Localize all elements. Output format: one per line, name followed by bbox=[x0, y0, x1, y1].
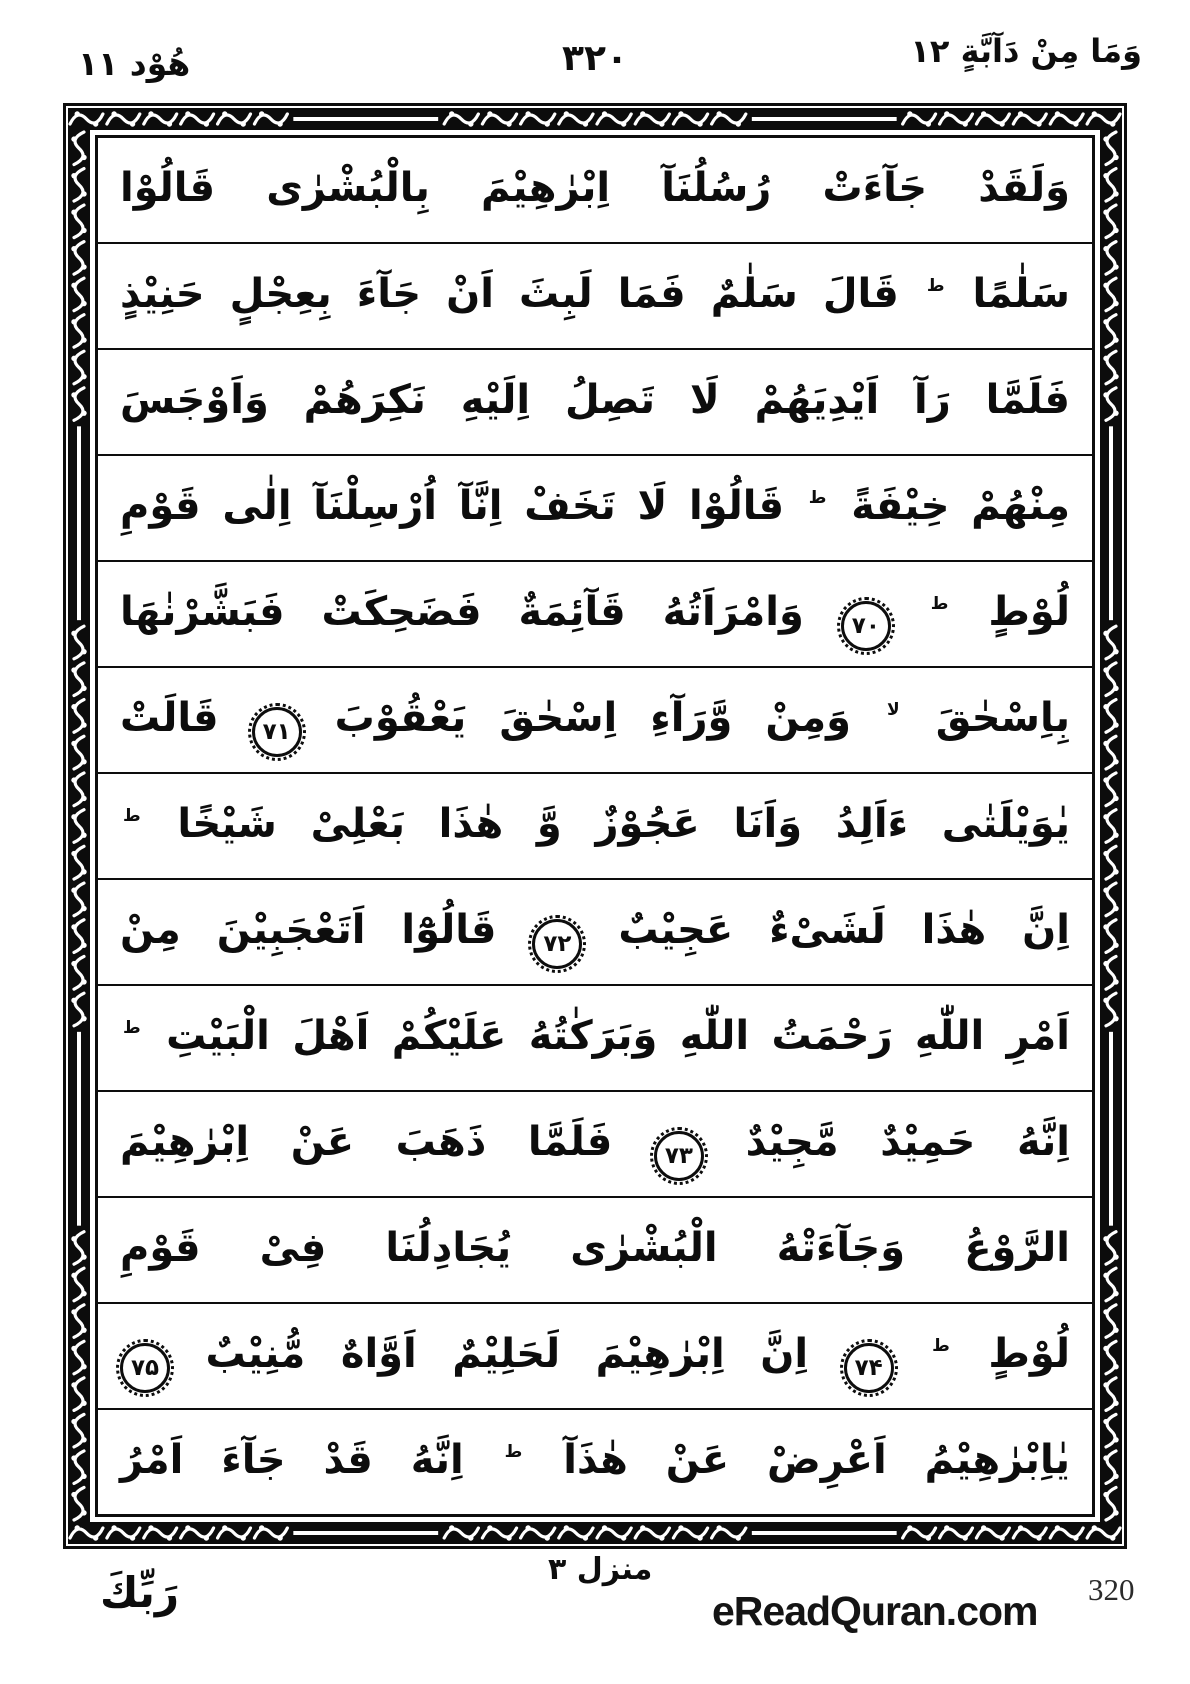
ayah-text: اِنَّ اِبْرٰهِيْمَ لَحَلِيْمٌ اَوَّاهٌ مُّنِيْبٌ bbox=[205, 1331, 809, 1377]
ayah-text: لُوْطٍ bbox=[988, 589, 1070, 635]
border-vine-ornament-bottom bbox=[68, 1522, 1122, 1544]
quran-line: اَمْرِ اللّٰهِ رَحْمَتُ اللّٰهِ وَبَرَكٰتُهُ عَلَيْكُمْ اَهْلَ الْبَيْتِ ط bbox=[98, 986, 1092, 1092]
juz-name-marker: وَمَا مِنْ دَآبَّةٍ ۱۲ bbox=[910, 32, 1142, 70]
ayah-text: وَمِنْ وَّرَآءِ اِسْحٰقَ يَعْقُوْبَ bbox=[334, 695, 851, 741]
ayah-text: بِاِسْحٰقَ bbox=[935, 695, 1070, 741]
ayah-text: فَلَمَّا رَآ اَيْدِيَهُمْ لَا تَصِلُ اِلَيْهِ نَكِرَهُمْ وَاَوْجَسَ bbox=[120, 377, 1070, 423]
verse-number-rosette: ۷۵ bbox=[120, 1343, 170, 1393]
quran-line: يٰاِبْرٰهِيْمُ اَعْرِضْ عَنْ هٰذَآ ط اِنَّهُ قَدْ جَآءَ اَمْرُ bbox=[120, 1437, 1070, 1483]
quran-line: سَلٰمًا ط قَالَ سَلٰمٌ فَمَا لَبِثَ اَنْ جَآءَ بِعِجْلٍ حَنِيْذٍ bbox=[98, 244, 1092, 350]
ayah-text: وَلَقَدْ جَآءَتْ رُسُلُنَآ اِبْرٰهِيْمَ بِالْبُشْرٰى قَالُوْا bbox=[120, 165, 1070, 211]
verse-number-rosette: ۷۰ bbox=[841, 601, 891, 651]
verse-number-rosette: ۷۱ bbox=[252, 707, 302, 757]
ayah-text: اَمْرِ اللّٰهِ رَحْمَتُ اللّٰهِ وَبَرَكٰتُهُ عَلَيْكُمْ اَهْلَ الْبَيْتِ bbox=[166, 1013, 1070, 1059]
border-band bbox=[68, 108, 1122, 1544]
quran-line bbox=[98, 880, 1092, 986]
page-number-arabic: ۳۲۰ bbox=[562, 38, 628, 79]
border-vine-ornament-right bbox=[1100, 130, 1122, 1522]
quran-line bbox=[98, 1092, 1092, 1198]
quran-line: مِنْهُمْ خِيْفَةً ط قَالُوْا لَا تَخَفْ اِنَّآ اُرْسِلْنَآ اِلٰى قَوْمِ bbox=[98, 456, 1092, 562]
ayah-text: قَالُوْا لَا تَخَفْ اِنَّآ اُرْسِلْنَآ اِلٰى قَوْمِ bbox=[120, 483, 785, 529]
verse-number-rosette: ۷۴ bbox=[844, 1343, 894, 1393]
ayah-text: يٰاِبْرٰهِيْمُ اَعْرِضْ عَنْ هٰذَآ bbox=[563, 1437, 1070, 1483]
ayah-text: اِنَّهُ حَمِيْدٌ مَّجِيْدٌ bbox=[745, 1119, 1070, 1165]
ayah-text: وَامْرَاَتُهُ قَآئِمَةٌ فَضَحِكَتْ فَبَشَّرْنٰهَا bbox=[120, 589, 804, 635]
surah-name-marker: هُوْد ۱۱ bbox=[78, 44, 191, 83]
ayah-text: فَلَمَّا ذَهَبَ عَنْ اِبْرٰهِيْمَ bbox=[120, 1119, 613, 1165]
quran-line: بِاِسْحٰقَ لا وَمِنْ وَّرَآءِ اِسْحٰقَ يَعْقُوْبَ ۷۱ قَالَتْ bbox=[98, 668, 1092, 774]
border-vine-ornament-left bbox=[68, 130, 90, 1522]
border-vine-ornament-top bbox=[68, 108, 1122, 130]
ayah-text: اِنَّهُ قَدْ جَآءَ اَمْرُ bbox=[120, 1437, 464, 1483]
ayah-text: قَالَتْ bbox=[120, 695, 219, 741]
quran-line: يٰوَيْلَتٰى ءَاَلِدُ وَاَنَا عَجُوْزٌ وَّ هٰذَا بَعْلِىْ شَيْخًا ط bbox=[98, 774, 1092, 880]
verse-number-rosette: ۷۲ bbox=[532, 919, 582, 969]
quran-line bbox=[98, 1198, 1092, 1304]
ayah-text: اِنَّ هٰذَا لَشَىْءٌ عَجِيْبٌ bbox=[618, 907, 1070, 953]
page-number-latin: 320 bbox=[1088, 1572, 1135, 1607]
catchword: رَبِّكَ bbox=[100, 1568, 180, 1617]
ayah-text: الرَّوْعُ وَجَآءَتْهُ الْبُشْرٰى يُجَادِلُنَا فِىْ قَوْمِ bbox=[120, 1225, 1070, 1271]
ayah-text: قَالُوْٓا اَتَعْجَبِيْنَ مِنْ bbox=[120, 907, 497, 953]
quran-text-area bbox=[95, 135, 1095, 1517]
quran-line: لُوْطٍ ط ۷۴ اِنَّ اِبْرٰهِيْمَ لَحَلِيْمٌ اَوَّاهٌ مُّنِيْبٌ ۷۵ bbox=[98, 1304, 1092, 1410]
watermark-site-name: eReadQuran.com bbox=[712, 1588, 1038, 1634]
ayah-text: يٰوَيْلَتٰى ءَاَلِدُ وَاَنَا عَجُوْزٌ وَّ هٰذَا بَعْلِىْ شَيْخًا bbox=[177, 801, 1070, 847]
ayah-text: سَلٰمًا bbox=[972, 271, 1071, 317]
verse-number-rosette: ۷۳ bbox=[654, 1131, 704, 1181]
ayah-text: لُوْطٍ bbox=[988, 1331, 1070, 1377]
quran-line: لُوْطٍ ط ۷۰ وَامْرَاَتُهُ قَآئِمَةٌ فَضَحِكَتْ فَبَشَّرْنٰهَا bbox=[98, 562, 1092, 668]
manzil-marker: منزل ۳ bbox=[548, 1552, 653, 1587]
ayah-text: مِنْهُمْ خِيْفَةً bbox=[851, 483, 1070, 529]
quran-line bbox=[98, 138, 1092, 244]
ayah-text: قَالَ سَلٰمٌ فَمَا لَبِثَ اَنْ جَآءَ بِعِجْلٍ حَنِيْذٍ bbox=[120, 271, 899, 317]
quran-line bbox=[98, 350, 1092, 456]
ornamental-frame bbox=[63, 103, 1127, 1549]
